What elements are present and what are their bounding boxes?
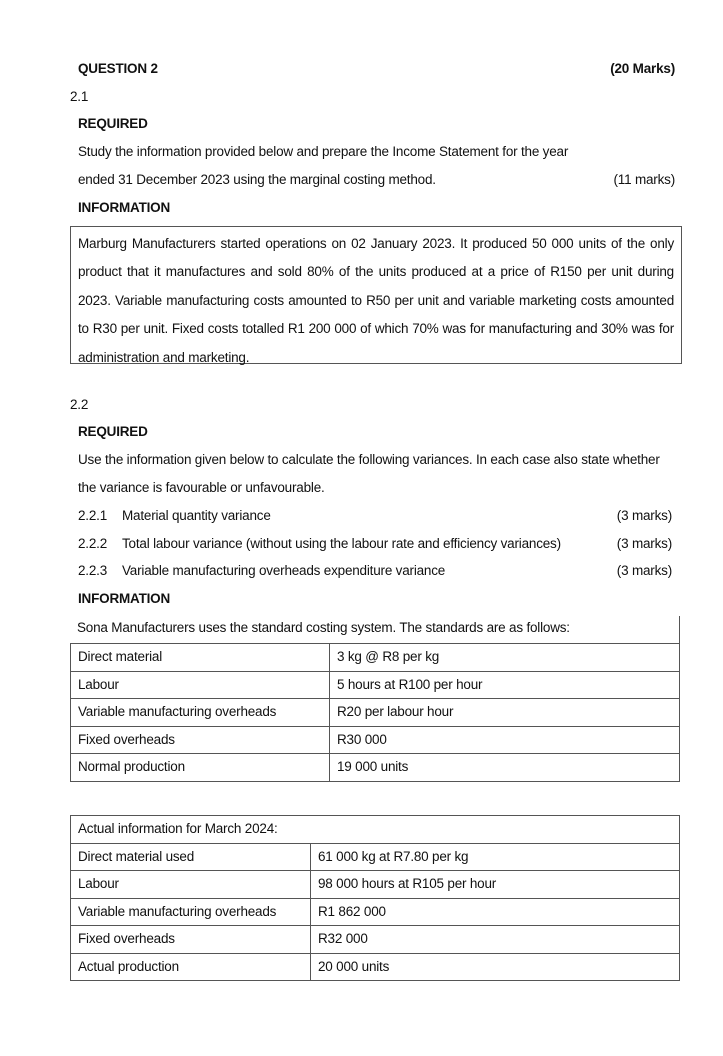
sub-question-marks: (3 marks): [616, 536, 672, 551]
section-number-2-2: 2.2: [70, 397, 89, 412]
information-heading-2-2: INFORMATION: [78, 591, 171, 606]
information-box-2-1: Marburg Manufacturers started operations on 02 January 2023. It produced 50 000 units of the only product that it manufactures and sold 80% of the units produced at a price of R150 per unit during 2023. Variable manufacturing costs amounted to R50 per unit and variable marketing costs amounted to R30 per unit. Fixed costs totalled R1 200 000 of which 70% was for manufacturing and 30% was for administration and marketing.: [70, 226, 682, 364]
table-row: [71, 754, 680, 782]
sub-question-number: 2.2.1: [78, 508, 108, 523]
required-text-2-1-line1: Study the information provided below and prepare the Income Statement for the year: [78, 144, 569, 159]
section-number-2-1: 2.1: [70, 89, 89, 104]
table-cell-value: R32 000: [311, 926, 680, 954]
information-heading-2-1: INFORMATION: [78, 200, 171, 215]
table-cell-value: 19 000 units: [330, 754, 680, 782]
table-cell-value: R30 000: [330, 726, 680, 754]
table-cell-value: R1 862 000: [311, 898, 680, 926]
table-row: [71, 898, 680, 926]
table-cell-item: Variable manufacturing overheads: [71, 699, 330, 727]
sub-question-marks: (3 marks): [616, 563, 672, 578]
sub-question-text: Material quantity variance: [122, 508, 271, 523]
table-cell-item: Actual production: [71, 953, 311, 981]
table-row: [71, 871, 680, 899]
question-title: QUESTION 2: [78, 61, 158, 76]
table-cell-value: 20 000 units: [311, 953, 680, 981]
table-row: [71, 726, 680, 754]
table-row: [71, 699, 680, 727]
sub-question-number: 2.2.2: [78, 536, 108, 551]
sub-question-text: Variable manufacturing overheads expenditure variance: [122, 563, 446, 578]
standards-intro: Sona Manufacturers uses the standard costing system. The standards are as follows:: [70, 616, 680, 643]
table-row: [71, 843, 680, 871]
required-text-2-1-line2: ended 31 December 2023 using the marginal costing method.: [78, 172, 436, 187]
table-cell-item: Variable manufacturing overheads: [71, 898, 311, 926]
sub-question-text: Total labour variance (without using the labour rate and efficiency variances): [122, 536, 561, 551]
table-header-cell: Actual information for March 2024:: [71, 816, 680, 844]
table-row: [71, 671, 680, 699]
required-marks-2-1: (11 marks): [613, 172, 675, 187]
table-cell-item: Normal production: [71, 754, 330, 782]
table-cell-item: Direct material: [71, 644, 330, 672]
required-heading-2-1: REQUIRED: [78, 116, 148, 131]
table-cell-item: Labour: [71, 871, 311, 899]
table-cell-value: 5 hours at R100 per hour: [330, 671, 680, 699]
actual-information-table: [70, 815, 680, 981]
table-row: [71, 953, 680, 981]
table-header-row: [71, 816, 680, 844]
standards-table: [70, 643, 680, 782]
required-heading-2-2: REQUIRED: [78, 424, 148, 439]
table-row: [71, 926, 680, 954]
required-text-2-2-line1: Use the information given below to calculate the following variances. In each case also state whether: [78, 452, 660, 467]
table-cell-item: Direct material used: [71, 843, 311, 871]
table-cell-item: Labour: [71, 671, 330, 699]
required-text-2-2-line2: the variance is favourable or unfavourable.: [78, 480, 325, 495]
sub-question-marks: (3 marks): [616, 508, 672, 523]
table-cell-value: 61 000 kg at R7.80 per kg: [311, 843, 680, 871]
sub-question-number: 2.2.3: [78, 563, 108, 578]
table-cell-value: 3 kg @ R8 per kg: [330, 644, 680, 672]
table-cell-value: R20 per labour hour: [330, 699, 680, 727]
question-total-marks: (20 Marks): [610, 61, 675, 76]
table-cell-item: Fixed overheads: [71, 926, 311, 954]
table-row: [71, 644, 680, 672]
table-cell-value: 98 000 hours at R105 per hour: [311, 871, 680, 899]
table-cell-item: Fixed overheads: [71, 726, 330, 754]
